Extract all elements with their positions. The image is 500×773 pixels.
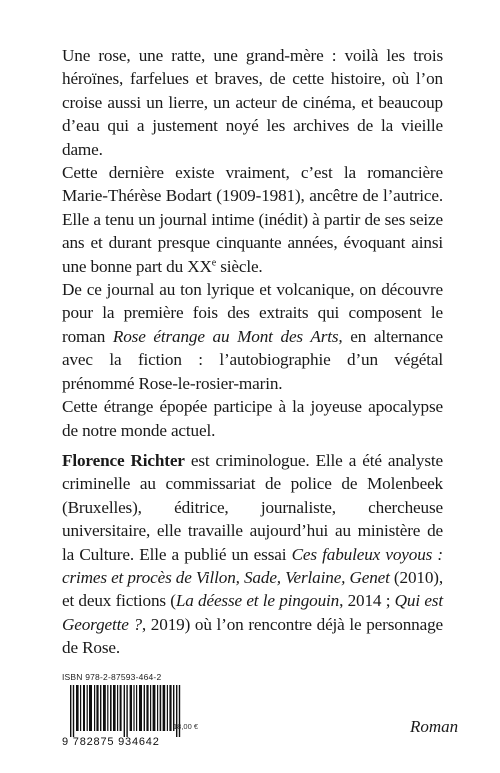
fiction-title-2: Qui est Georgette ? (62, 591, 443, 634)
bio-text-4: , 2019) où l’on rencontre déjà le personnage de Rose. (62, 614, 443, 658)
isbn-label: ISBN 978-2-87593-464-2 (62, 672, 162, 682)
blurb-paragraph-4: Cette étrange épopée participe à la joyeuse apocalypse de notre monde actuel. (62, 397, 443, 440)
blurb-paragraph-1: Une rose, une ratte, une grand-mère : voilà les trois héroïnes, farfelues et braves, de cette histoire, où l’on croise aussi un lierre, un acteur de cinéma, et beaucoup d’eau qui a justement noyé les archives de la vieille dame. (62, 46, 443, 159)
blurb-p2-start: Cette dernière existe vraiment, c’est la romancière Marie-Thérèse Bodart (1909-1981), ancêtre de l’autrice. Elle a tenu un journal intime (inédit) à partir de ses seize ans et durant presque cinquante années, évoquant ainsi une bonne part du XX (62, 163, 443, 276)
fiction-title-1: La déesse et le pingouin (175, 591, 340, 611)
blurb-p2-end: siècle. (216, 256, 263, 276)
essay-title: Ces fabuleux voyous : crimes et procès de Villon, Sade, Verlaine, Genet (62, 544, 444, 588)
genre-label: Roman (410, 717, 459, 736)
bio-text-2: (2010), et deux fictions ( (62, 568, 444, 611)
isbn-barcode (62, 672, 212, 752)
blurb-p3-end: en alternance avec la fiction : l’autobiographie d’un végétal prénommé Rose-le-rosier-marin. (62, 326, 443, 393)
bio-text-3: , 2014 ; (339, 591, 395, 611)
blurb-paragraph-3 (62, 278, 443, 395)
author-bio (62, 449, 443, 660)
blurb-paragraph-2 (62, 161, 443, 278)
novel-title: Rose étrange au Mont des Arts, (112, 326, 343, 346)
back-cover-blurb (62, 44, 443, 442)
price-label: 18,00 € (173, 722, 199, 731)
bio-text-1: est criminologue. Elle a été analyste criminelle au commissariat de police de Molenbeek (Bruxelles), éditrice, journaliste, chercheuse universitaire, elle travaille aujourd’hui au ministère de la Culture. Elle a publié un essai (62, 451, 443, 564)
ean-digits: 9 782875 934642 (62, 736, 160, 748)
author-name: Florence Richter (62, 451, 185, 470)
century-superscript: e (211, 256, 217, 268)
blurb-p3-start: De ce journal au ton lyrique et volcanique, on découvre pour la première fois des extraits qui composent le roman (62, 280, 443, 346)
author-bio-paragraph (62, 449, 443, 660)
